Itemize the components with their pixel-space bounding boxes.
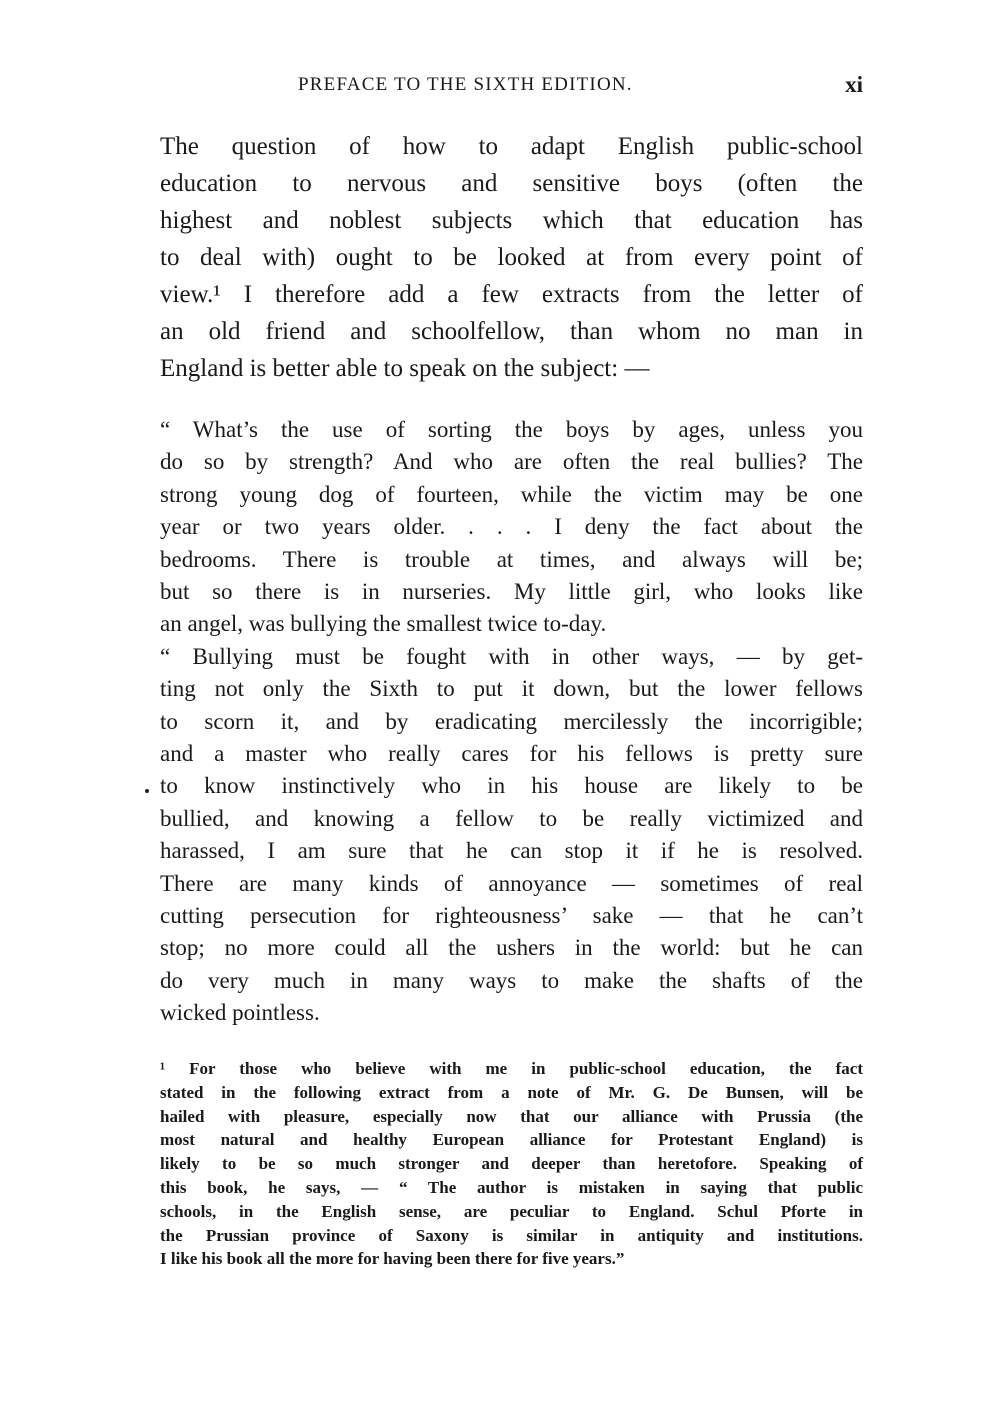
- text-line: to deal with) ought to be looked at from every point of: [160, 244, 863, 271]
- running-head: [160, 74, 863, 104]
- quote-line: cutting persecution for righteousness’ sake — that he can’t: [160, 903, 863, 928]
- footnote-line: likely to be so much stronger and deeper than heretofore. Speaking of: [160, 1154, 863, 1174]
- text-line: The question of how to adapt English public-school: [160, 133, 863, 160]
- footnote-line: stated in the following extract from a note of Mr. G. De Bunsen, will be: [160, 1082, 863, 1102]
- quote-line: do very much in many ways to make the shafts of the: [160, 967, 863, 993]
- footnote-line: schools, in the English sense, are peculiar to England. Schul Pforte in: [160, 1201, 863, 1221]
- footnote-line: hailed with pleasure, especially now that our alliance with Prussia (the: [160, 1106, 863, 1126]
- footnote-line: this book, he says, — “ The author is mistaken in saying that public: [160, 1178, 863, 1197]
- quote-line: ting not only the Sixth to put it down, but the lower fellows: [160, 676, 863, 702]
- quote-line: year or two years older. . . . I deny the fact about the: [160, 514, 863, 540]
- quote-line: to scorn it, and by eradicating mercilessly the incorrigible;: [160, 708, 863, 734]
- quote-line: strong young dog of fourteen, while the victim may be one: [160, 481, 863, 507]
- text-line: an old friend and schoolfellow, than whom no man in: [160, 318, 863, 345]
- quote-line: There are many kinds of annoyance — sometimes of real: [160, 870, 863, 896]
- quote-line: “ What’s the use of sorting the boys by ages, unless you: [160, 417, 863, 442]
- text-line: education to nervous and sensitive boys (often the: [160, 170, 863, 197]
- footnote-line: ¹ For those who believe with me in public-school education, the fact: [160, 1059, 863, 1078]
- quote-line: harassed, I am sure that he can stop it if he is resolved.: [160, 838, 863, 864]
- page-number: xi: [845, 72, 863, 97]
- running-title: PREFACE TO THE SIXTH EDITION.: [298, 74, 633, 95]
- quote-line: stop; no more could all the ushers in the world: but he can: [160, 935, 863, 961]
- quote-line: and a master who really cares for his fellows is pretty sure: [160, 741, 863, 766]
- quote-line: an angel, was bullying the smallest twice to-day.: [160, 611, 607, 637]
- text-line: view.¹ I therefore add a few extracts from the letter of: [160, 281, 863, 308]
- quote-line: wicked pointless.: [160, 1000, 320, 1026]
- quote-line: “ Bullying must be fought with in other ways, — by get-: [160, 643, 863, 669]
- ink-speck: [145, 789, 149, 793]
- quote-line: bedrooms. There is trouble at times, and always will be;: [160, 546, 863, 572]
- quote-line: bullied, and knowing a fellow to be really victimized and: [160, 805, 863, 831]
- footnote-line: most natural and healthy European alliance for Protestant England) is: [160, 1130, 863, 1150]
- text-line: England is better able to speak on the subject: —: [160, 355, 650, 382]
- quote-line: to know instinctively who in his house are likely to be: [160, 773, 863, 799]
- footnote-line: I like his book all the more for having been there for five years.”: [160, 1249, 625, 1269]
- quote-line: but so there is in nurseries. My little girl, who looks like: [160, 579, 863, 604]
- footnote-line: the Prussian province of Saxony is similar in antiquity and institutions.: [160, 1225, 863, 1245]
- quote-line: do so by strength? And who are often the real bullies? The: [160, 449, 863, 475]
- text-line: highest and noblest subjects which that education has: [160, 207, 863, 234]
